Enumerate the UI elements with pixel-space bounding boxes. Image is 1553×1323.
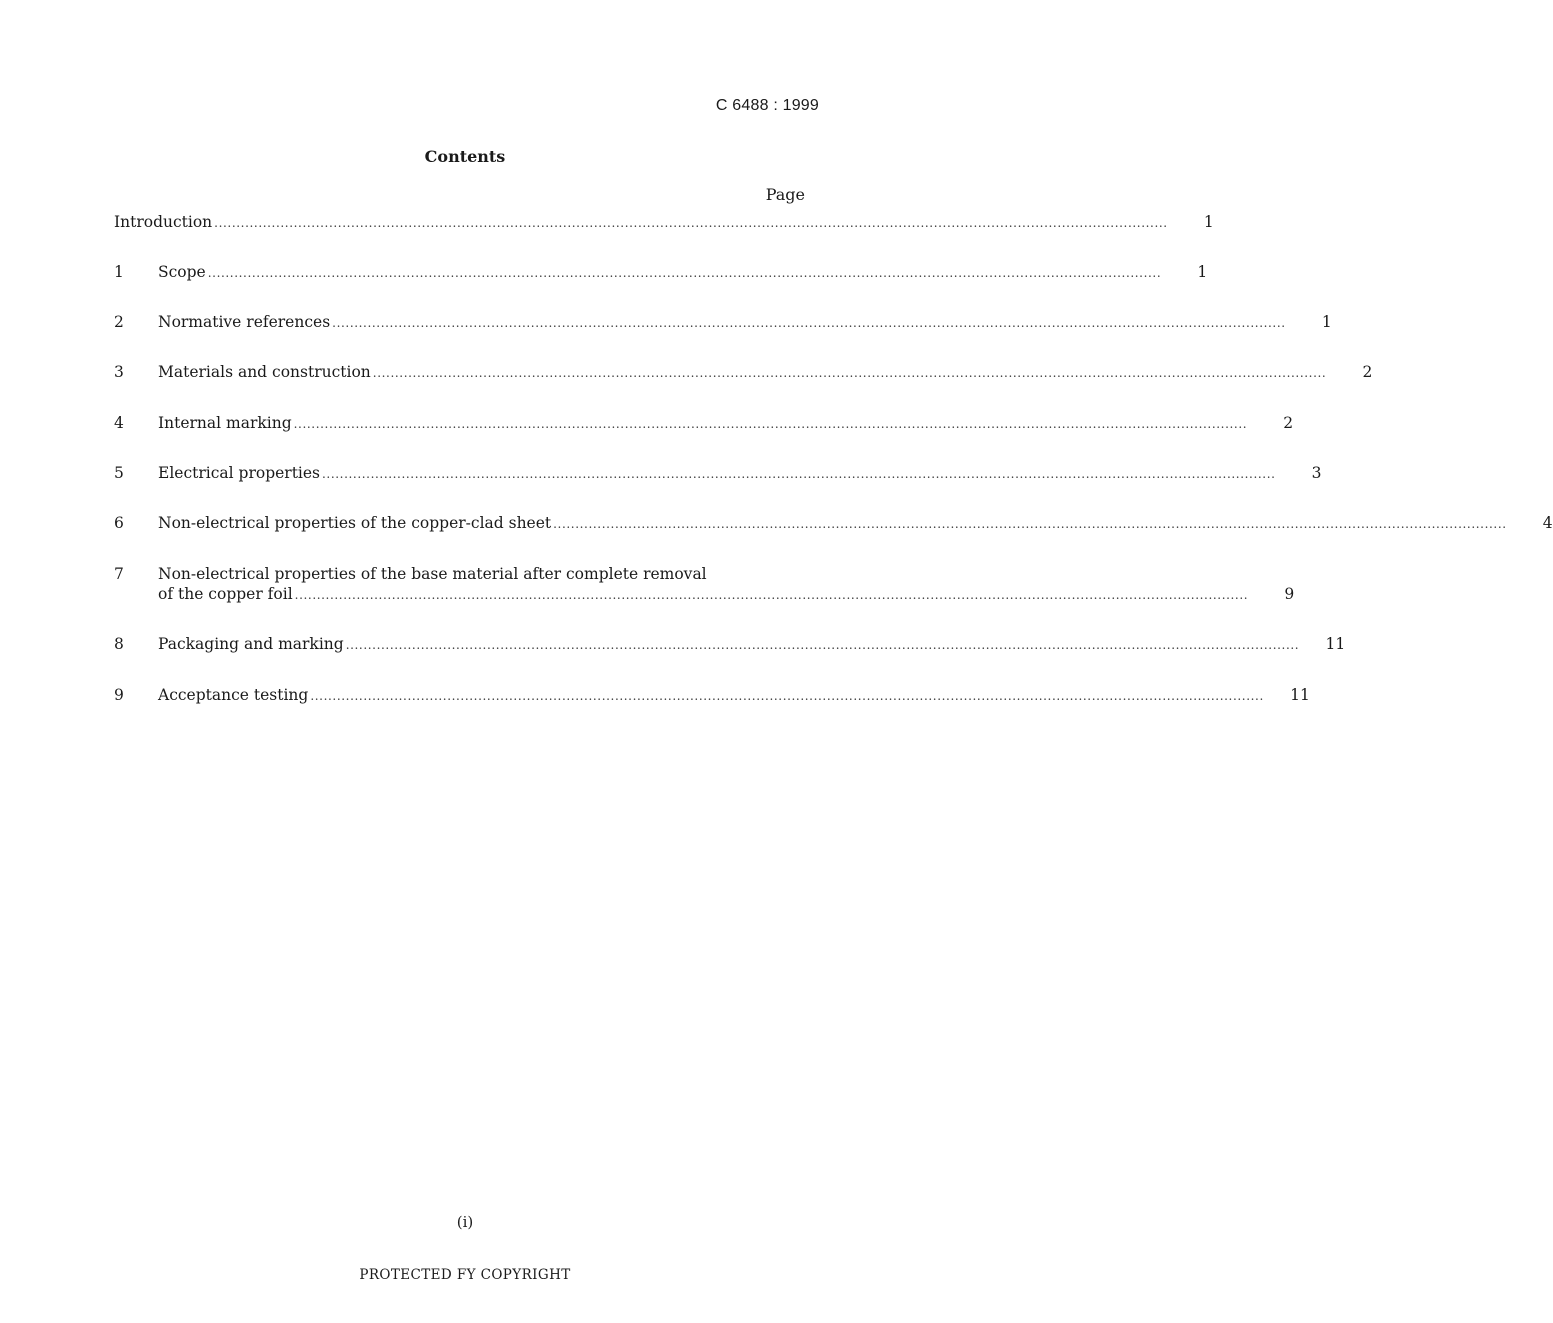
toc-title: Internal marking: [158, 414, 292, 432]
toc-section-number: 3: [114, 363, 124, 381]
toc-section-number: 2: [114, 313, 124, 331]
toc-entry-electrical-properties[interactable]: [114, 463, 1322, 484]
toc-section-number: 5: [114, 464, 124, 482]
toc-page-number: 9: [1284, 585, 1295, 603]
toc-page-number: 1: [1321, 313, 1332, 331]
toc-title: Packaging and marking: [158, 635, 344, 653]
toc-entry-scope[interactable]: [114, 262, 1208, 283]
dot-leader: ........................................................................................................................................................................................................................: [293, 417, 1248, 431]
dot-leader: ........................................................................................................................................................................................................................: [310, 689, 1264, 703]
toc-title-continuation: of the copper foil: [158, 585, 293, 603]
contents-heading: Contents: [424, 147, 506, 166]
toc-entry-acceptance-testing[interactable]: [114, 685, 1310, 706]
toc-page-number: 2: [1362, 363, 1373, 381]
toc-title: Materials and construction: [158, 363, 371, 381]
dot-leader: ........................................................................................................................................................................................................................: [207, 266, 1162, 280]
toc-entry-materials-and-construction[interactable]: [114, 362, 1373, 383]
toc-page-number: 11: [1290, 686, 1310, 704]
toc-entry-non-electrical-base-material[interactable]: [114, 564, 1295, 605]
toc-entry-packaging-and-marking[interactable]: [114, 634, 1346, 655]
toc-section-number: 9: [114, 686, 124, 704]
toc-section-number: 7: [114, 565, 124, 583]
dot-leader: ........................................................................................................................................................................................................................: [372, 366, 1327, 380]
dot-leader: ........................................................................................................................................................................................................................: [553, 517, 1507, 531]
toc-section-number: 6: [114, 514, 124, 532]
toc-title: Introduction: [114, 213, 213, 231]
page-folio: (i): [456, 1213, 474, 1231]
dot-leader: ........................................................................................................................................................................................................................: [322, 467, 1276, 481]
toc-section-number: 4: [114, 414, 124, 432]
toc-entry-non-electrical-copper-clad[interactable]: [114, 513, 1553, 534]
toc-entry-introduction[interactable]: [114, 212, 1214, 233]
toc-page-number: 1: [1203, 213, 1214, 231]
toc-section-number: 8: [114, 635, 124, 653]
toc-title: Scope: [158, 263, 206, 281]
toc-page-number: 3: [1311, 464, 1322, 482]
toc-page-number: 4: [1542, 514, 1553, 532]
dot-leader: ........................................................................................................................................................................................................................: [214, 216, 1168, 230]
toc-page-number: 2: [1283, 414, 1294, 432]
toc-title: Acceptance testing: [158, 686, 309, 704]
toc-page-number: 11: [1325, 635, 1346, 653]
toc-entry-normative-references[interactable]: [114, 312, 1332, 333]
toc-section-number: 1: [114, 263, 124, 281]
toc-title: Non-electrical properties of the base material after complete removal: [158, 565, 707, 583]
document-code: C 6488 : 1999: [715, 97, 819, 114]
toc-title: Normative references: [158, 313, 331, 331]
toc-title: Non-electrical properties of the copper-clad sheet: [158, 514, 552, 532]
page-column-header: Page: [765, 185, 805, 204]
toc-title: Electrical properties: [158, 464, 321, 482]
toc-entry-internal-marking[interactable]: [114, 413, 1294, 434]
dot-leader: ........................................................................................................................................................................................................................: [294, 588, 1249, 602]
dot-leader: ........................................................................................................................................................................................................................: [345, 638, 1300, 652]
copyright-notice: PROTECTED FY COPYRIGHT: [359, 1267, 571, 1283]
toc-page-number: 1: [1197, 263, 1208, 281]
dot-leader: ........................................................................................................................................................................................................................: [332, 316, 1286, 330]
